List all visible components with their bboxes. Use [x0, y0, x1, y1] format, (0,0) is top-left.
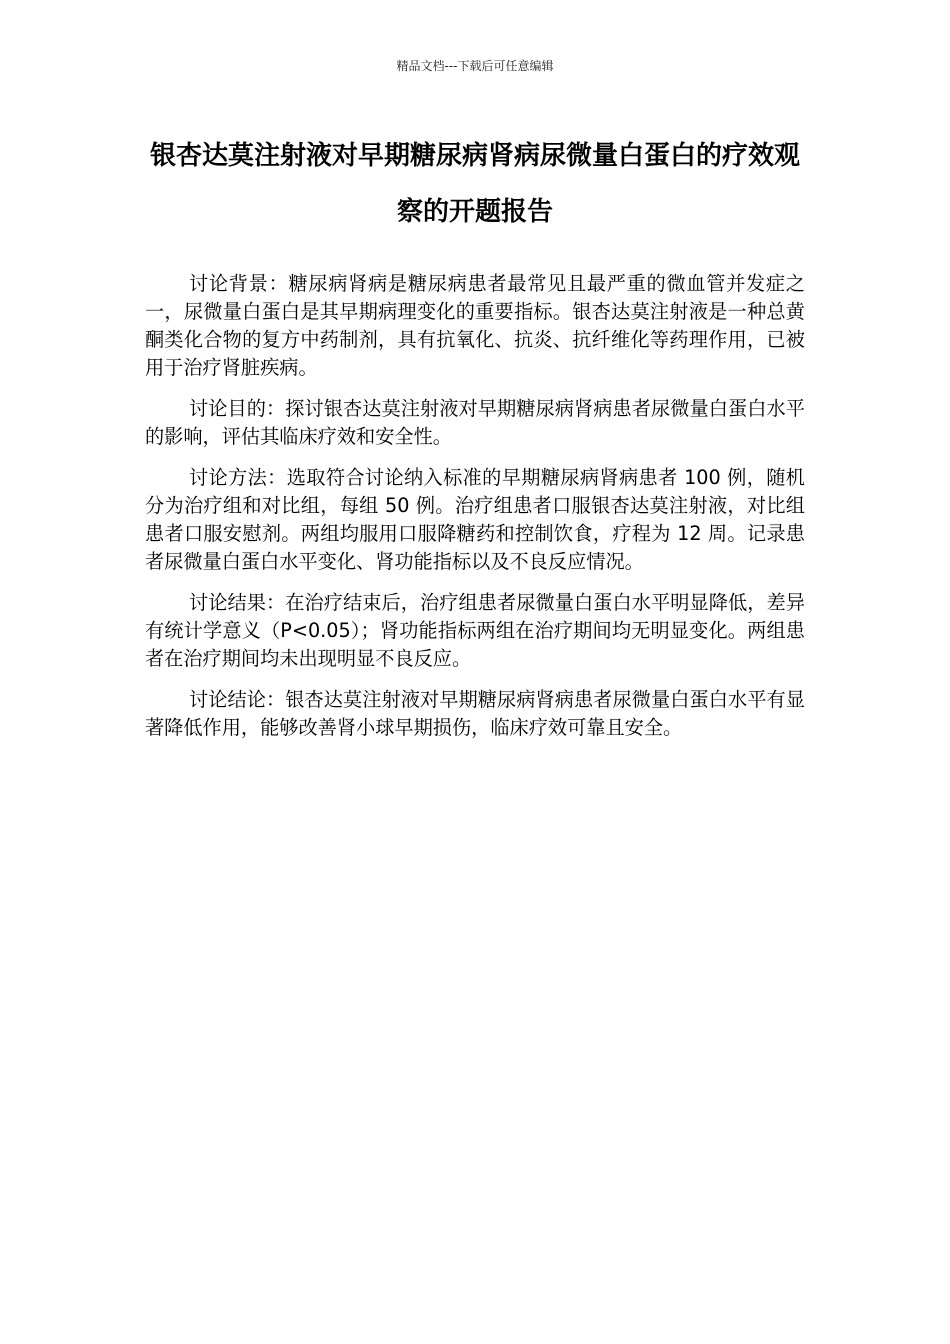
paragraph-method: 讨论方法：选取符合讨论纳入标准的早期糖尿病肾病患者 100 例，随机分为治疗组和对比组，每组 50 例。治疗组患者口服银杏达莫注射液，对比组患者口服安慰剂。两组均服用口服降糖药和控制饮食，疗程为 12 周。记录患者尿微量白蛋白水平变化、肾功能指标以及不良反应情况。 [145, 466, 805, 573]
paragraph-conclusion: 讨论结论：银杏达莫注射液对早期糖尿病肾病患者尿微量白蛋白水平有显著降低作用，能够改善肾小球早期损伤，临床疗效可靠且安全。 [145, 688, 805, 739]
paragraph-purpose: 讨论目的：探讨银杏达莫注射液对早期糖尿病肾病患者尿微量白蛋白水平的影响，评估其临床疗效和安全性。 [145, 397, 805, 448]
document-title: 银杏达莫注射液对早期糖尿病肾病尿微量白蛋白的疗效观察的开题报告 [149, 141, 800, 227]
document-body [145, 270, 805, 755]
header-note: 精品文档---下载后可任意编辑 [396, 59, 554, 73]
paragraph-results: 讨论结果：在治疗结束后，治疗组患者尿微量白蛋白水平明显降低，差异有统计学意义（P<0.05）；肾功能指标两组在治疗期间均无明显变化。两组患者在治疗期间均未出现明显不良反应。 [145, 591, 805, 670]
paragraph-background: 讨论背景：糖尿病肾病是糖尿病患者最常见且最严重的微血管并发症之一，尿微量白蛋白是其早期病理变化的重要指标。银杏达莫注射液是一种总黄酮类化合物的复方中药制剂，具有抗氧化、抗炎、抗纤维化等药理作用，已被用于治疗肾脏疾病。 [145, 272, 805, 379]
